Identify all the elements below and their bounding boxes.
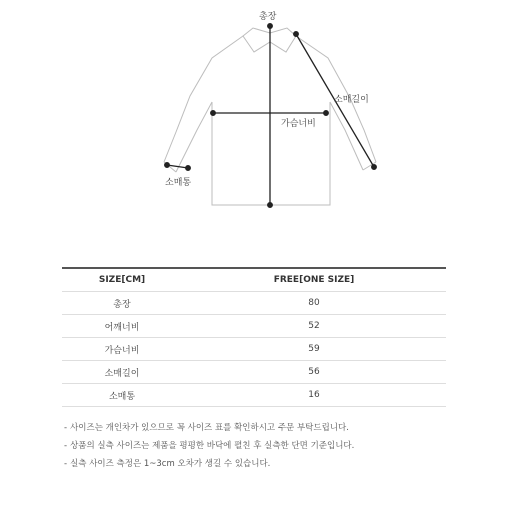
measure-name-cell: 소매길이 xyxy=(62,361,182,384)
measure-value-cell: 59 xyxy=(182,338,446,361)
left-sleeve-inner xyxy=(176,102,212,172)
table-row xyxy=(62,384,446,407)
sleeve-length-endpoint-top xyxy=(294,32,299,37)
table-row xyxy=(62,315,446,338)
note-item xyxy=(64,419,354,437)
measure-name-cell: 소매통 xyxy=(62,384,182,407)
left-shoulder-outline xyxy=(164,36,243,162)
right-sleeve-inner xyxy=(330,102,363,170)
note-bullet: - xyxy=(64,423,68,433)
sleeve-opening-endpoint-right xyxy=(186,166,191,171)
measure-name-cell: 가슴너비 xyxy=(62,338,182,361)
size-notes xyxy=(64,419,354,473)
chest-width-endpoint-right xyxy=(324,111,329,116)
sleeve-opening-label: 소매통 xyxy=(165,178,192,188)
chest-width-label: 가슴너비 xyxy=(281,119,316,129)
sleeve-length-endpoint-bottom xyxy=(372,165,377,170)
jacket-illustration xyxy=(0,0,509,215)
chest-width-endpoint-left xyxy=(211,111,216,116)
total-length-endpoint-top xyxy=(268,24,273,29)
size-table xyxy=(62,267,446,407)
measurement-diagram xyxy=(0,0,509,215)
note-text: 사이즈는 개인차가 있으므로 꼭 사이즈 표를 확인하시고 주문 부탁드립니다. xyxy=(70,423,349,433)
note-item xyxy=(64,455,354,473)
sleeve-opening-endpoint-left xyxy=(165,163,170,168)
note-text: 실측 사이즈 측정은 1~3cm 오차가 생길 수 있습니다. xyxy=(70,459,271,469)
measure-name-cell: 어깨너비 xyxy=(62,315,182,338)
free-size-column-header: FREE[ONE SIZE] xyxy=(182,268,446,292)
table-row xyxy=(62,338,446,361)
note-bullet: - xyxy=(64,459,68,469)
total-length-label: 총장 xyxy=(259,12,277,22)
total-length-endpoint-bottom xyxy=(268,203,273,208)
measure-value-cell: 56 xyxy=(182,361,446,384)
measure-value-cell: 16 xyxy=(182,384,446,407)
table-row xyxy=(62,292,446,315)
measure-value-cell: 52 xyxy=(182,315,446,338)
note-bullet: - xyxy=(64,441,68,451)
sleeve-length-label: 소매길이 xyxy=(334,95,369,105)
measure-name-cell: 총장 xyxy=(62,292,182,315)
measure-value-cell: 80 xyxy=(182,292,446,315)
size-column-header: SIZE[CM] xyxy=(62,268,182,292)
size-table-header-row xyxy=(62,268,446,292)
table-row xyxy=(62,361,446,384)
note-text: 상품의 실측 사이즈는 제품을 평평한 바닥에 펼친 후 실측한 단면 기준입니다. xyxy=(70,441,355,451)
note-item xyxy=(64,437,354,455)
